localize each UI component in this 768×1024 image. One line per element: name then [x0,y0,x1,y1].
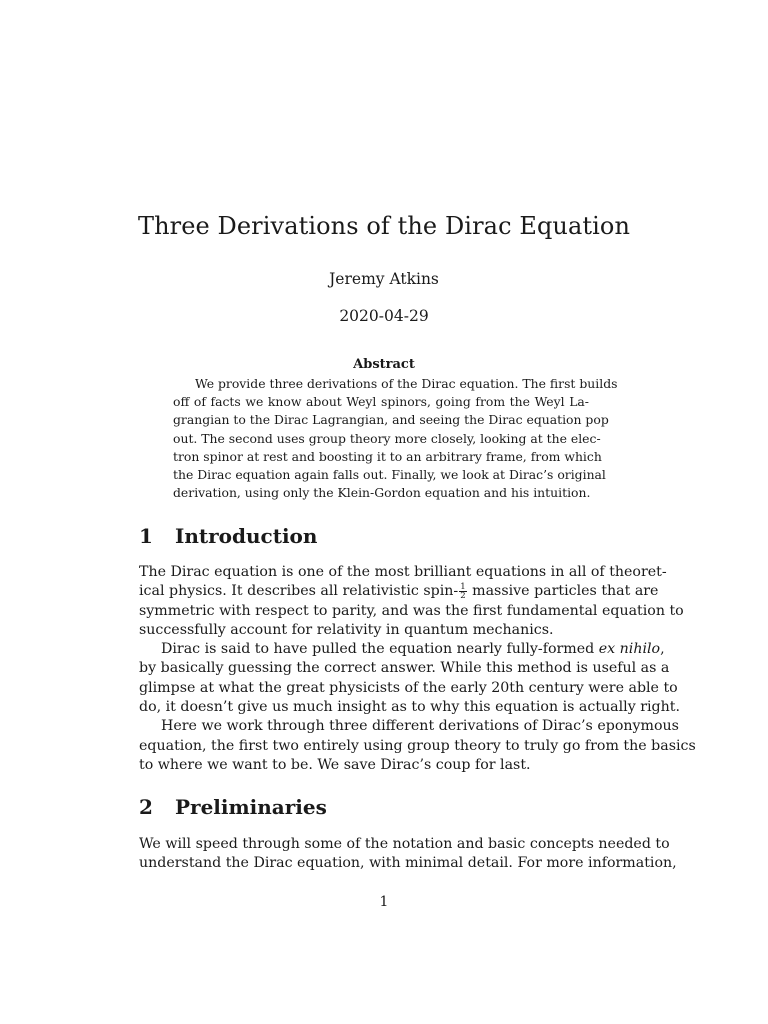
body-line: Here we work through three different derivations of Dirac’s eponymous [161,718,679,735]
body-line: do, it doesn’t give us much insight as to why this equation is actually right. [139,699,680,716]
introduction-body [139,563,696,775]
preliminaries-body [139,835,677,874]
body-line: glimpse at what the great physicists of the early 20th century were able to [139,679,678,696]
abstract-line: the Dirac equation again falls out. Finally, we look at Dirac’s original [173,467,606,483]
body-line: successfully account for relativity in quantum mechanics. [139,621,554,638]
body-line: symmetric with respect to parity, and was the first fundamental equation to [139,602,684,619]
paper-title: Three Derivations of the Dirac Equation [137,212,631,240]
fraction-one-half [459,583,466,600]
paper-date: 2020-04-29 [339,307,429,325]
body-text-fragment: ical physics. It describes all relativistic spin- [139,583,459,600]
abstract-line: off of facts we know about Weyl spinors, going from the Weyl La- [173,394,589,410]
section-number: 1 [139,524,153,548]
author-name: Jeremy Atkins [329,270,439,288]
section-title: Introduction [175,524,318,548]
body-line: to where we want to be. We save Dirac’s coup for last. [139,756,531,773]
abstract-line: tron spinor at rest and boosting it to an arbitrary frame, from which [173,448,602,464]
abstract-line: out. The second uses group theory more closely, looking at the elec- [173,430,601,446]
fraction-numerator: 1 [460,581,466,592]
body-line: by basically guessing the correct answer. While this method is useful as a [139,660,670,677]
body-line: equation, the first two entirely using group theory to truly go from the basics [139,737,696,754]
section-number: 2 [139,795,153,819]
section-heading-preliminaries [139,795,327,819]
abstract-line: grangian to the Dirac Lagrangian, and seeing the Dirac equation pop [173,412,609,428]
body-line [139,640,665,659]
section-title: Preliminaries [175,795,327,819]
page-number: 1 [379,894,389,910]
body-line [139,581,659,601]
abstract-heading: Abstract [353,357,415,372]
body-line: We will speed through some of the notation and basic concepts needed to [139,836,670,852]
body-text-fragment: Dirac is said to have pulled the equation nearly fully-formed [161,641,599,658]
emphasis-text: ex nihilo [598,641,661,658]
body-text-fragment: , [660,641,665,658]
section-heading-introduction [139,524,317,548]
abstract-text [173,375,618,502]
body-text-fragment: massive particles that are [467,583,659,600]
body-line: The Dirac equation is one of the most brilliant equations in all of theoret- [139,564,667,580]
abstract-line: derivation, using only the Klein-Gordon equation and his intuition. [173,485,591,501]
body-line: understand the Dirac equation, with minimal detail. For more information, [139,855,677,872]
abstract-line: We provide three derivations of the Dirac equation. The first builds [195,376,618,391]
fraction-denominator: 2 [460,590,466,601]
